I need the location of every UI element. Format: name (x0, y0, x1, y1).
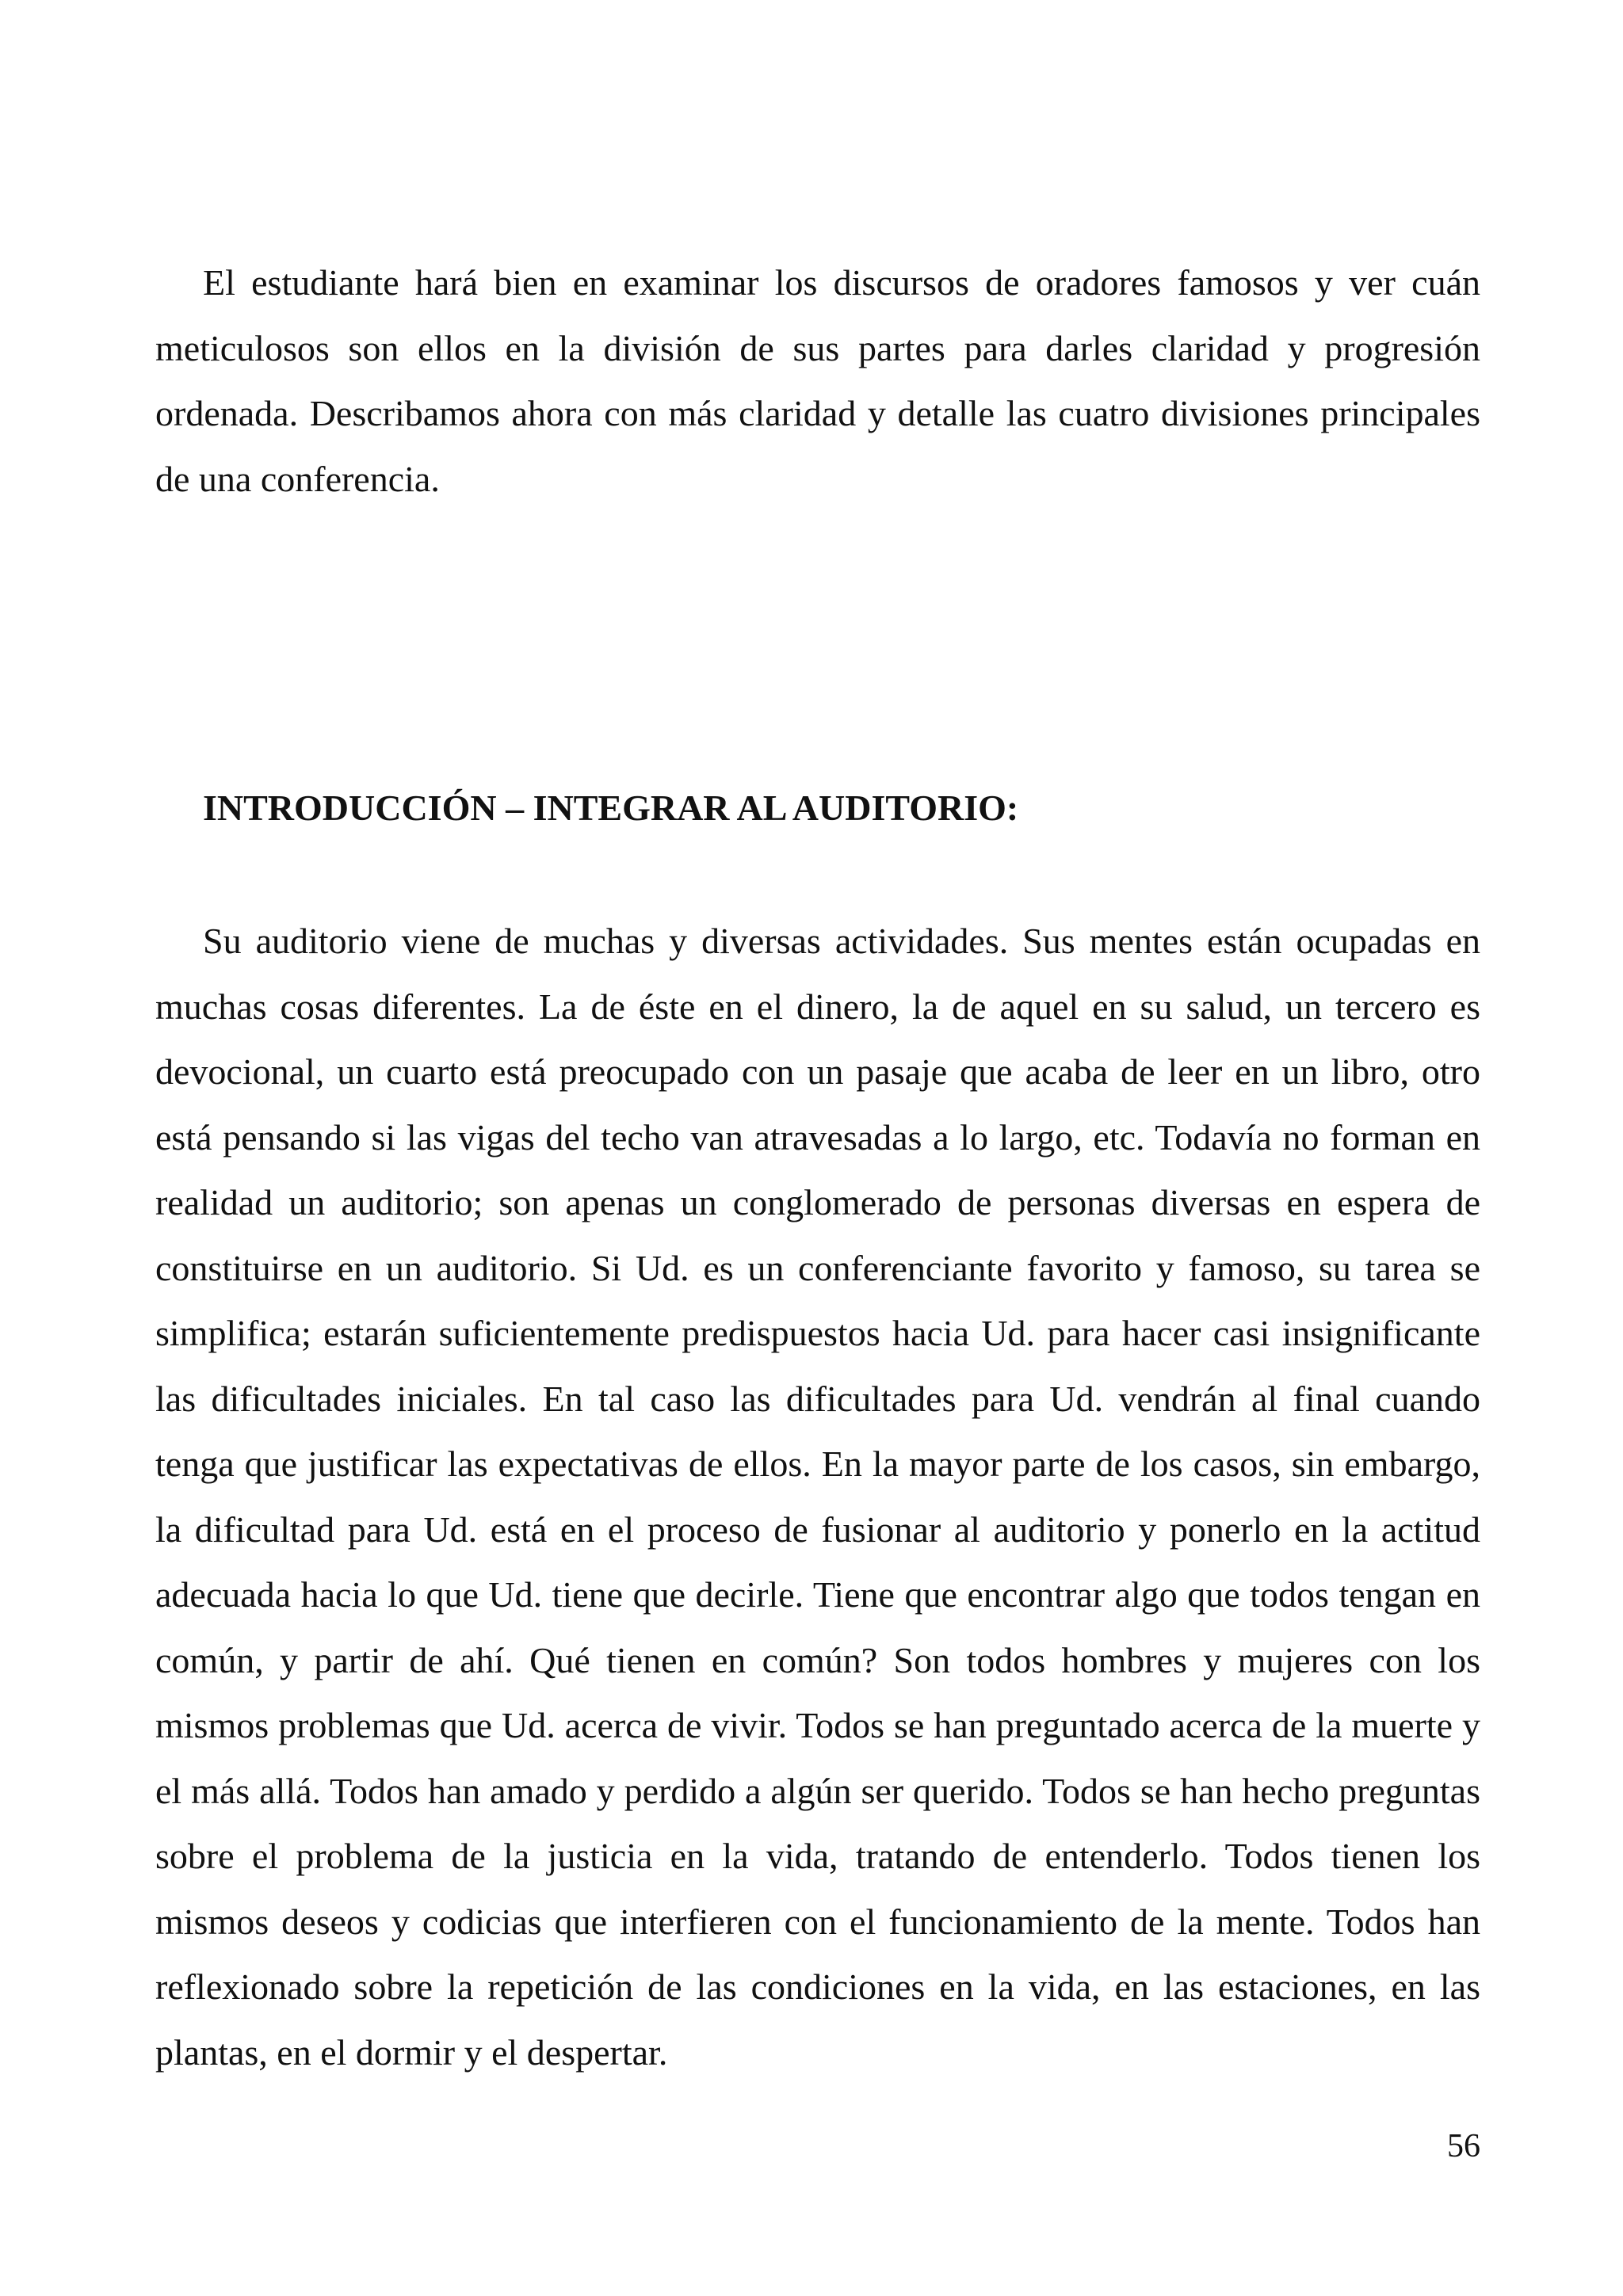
body-paragraph-intro: El estudiante hará bien en examinar los discursos de oradores famosos y ver cuán meticulosos son ellos en la división de sus partes para darles claridad y progresión ordenada. Describamos ahora con más claridad y detalle las cuatro divisiones principales de una conferencia. (155, 262, 1480, 499)
section-heading: INTRODUCCIÓN – INTEGRAR AL AUDITORIO: (203, 788, 1019, 828)
page-number: 56 (1447, 2128, 1480, 2164)
body-paragraph-audience: Su auditorio viene de muchas y diversas actividades. Sus mentes están ocupadas en muchas cosas diferentes. La de éste en el dinero, la de aquel en su salud, un tercero es devocional, un cuarto está preocupado con un pasaje que acaba de leer en un libro, otro está pensando si las vigas del techo van atravesadas a lo largo, etc. Todavía no forman en realidad un auditorio; son apenas un conglomerado de personas diversas en espera de constituirse en un auditorio. Si Ud. es un conferenciante favorito y famoso, su tarea se simplifica; estarán suficientemente predispuestos hacia Ud. para hacer casi insignificante las dificultades iniciales. En tal caso las dificultades para Ud. vendrán al final cuando tenga que justificar las expectativas de ellos. En la mayor parte de los casos, sin embargo, la dificultad para Ud. está en el proceso de fusionar al auditorio y ponerlo en la actitud adecuada hacia lo que Ud. tiene que decirle. Tiene que encontrar algo que todos tengan en común, y partir de ahí. Qué tienen en común? Son todos hombres y mujeres con los mismos problemas que Ud. acerca de vivir. Todos se han preguntado acerca de la muerte y el más allá. Todos han amado y perdido a algún ser querido. Todos se han hecho preguntas sobre el problema de la justicia en la vida, tratando de entenderlo. Todos tienen los mismos deseos y codicias que interfieren con el funcionamiento de la mente. Todos han reflexionado sobre la repetición de las condiciones en la vida, en las estaciones, en las plantas, en el dormir y el despertar. (155, 921, 1480, 2073)
